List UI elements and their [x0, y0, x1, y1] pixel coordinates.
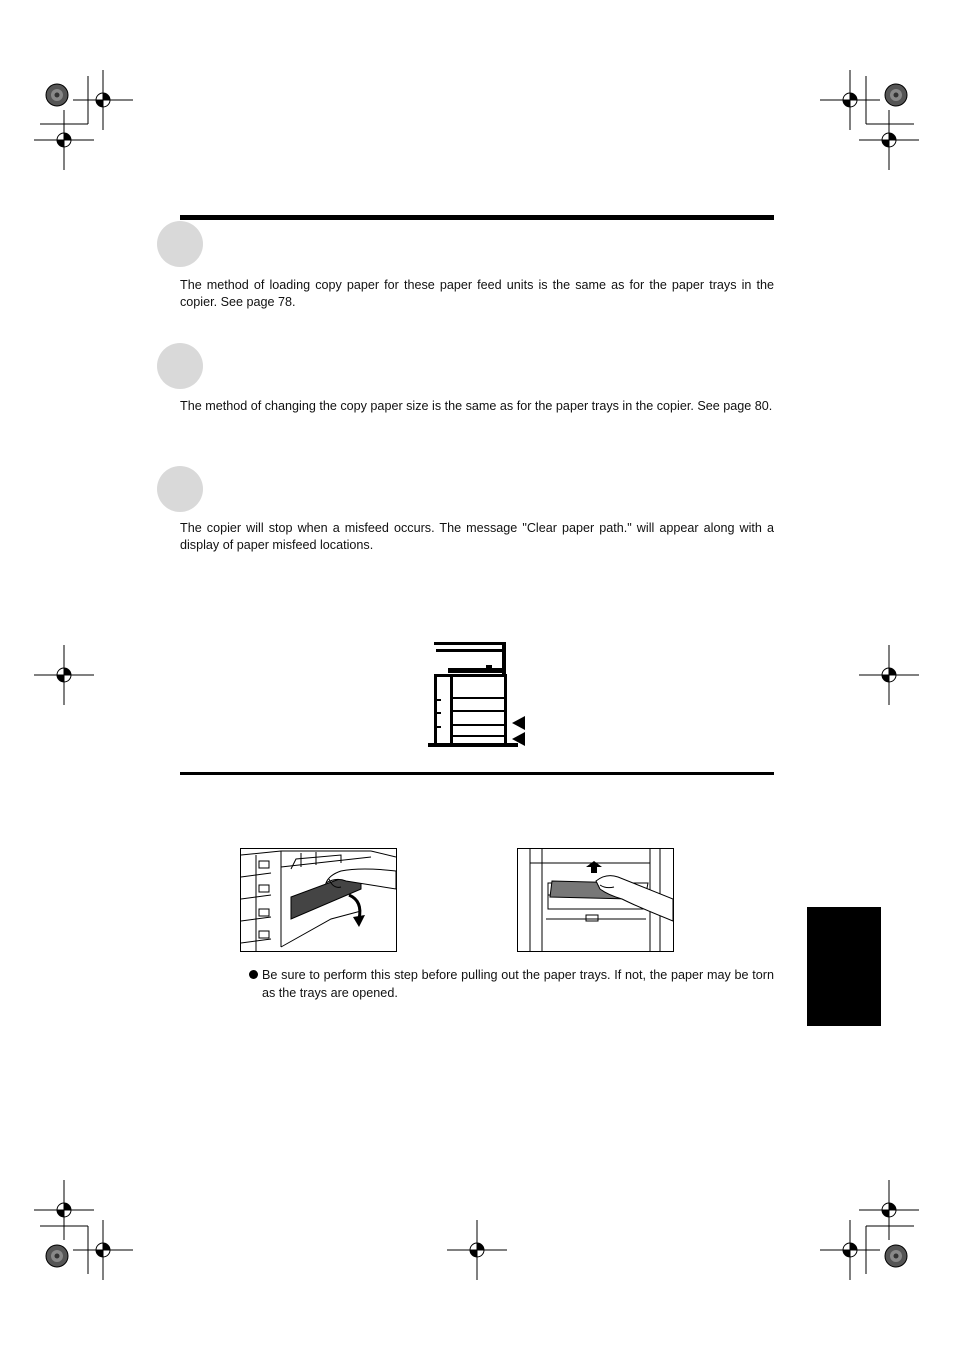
- crosshair-registration-icon: [859, 645, 919, 705]
- section-divider-rule: [180, 772, 774, 775]
- radial-target-icon: [885, 1245, 907, 1267]
- bullet-dot-icon: [249, 970, 258, 979]
- crosshair-registration-icon: [34, 1180, 94, 1240]
- loading-paper-paragraph: The method of loading copy paper for these paper feed units is the same as for the paper trays in the copier. See page 78.: [180, 278, 774, 309]
- section-top-rule: [180, 215, 774, 220]
- changing-size-paragraph: The method of changing the copy paper size is the same as for the paper trays in the copier. See page 80.: [180, 399, 773, 413]
- chapter-side-tab: [807, 907, 881, 1026]
- copier-misfeed-diagram: [424, 638, 534, 752]
- radial-target-icon: [885, 84, 907, 106]
- side-door-illustration: [240, 848, 397, 952]
- section-marker-circle: [157, 466, 203, 512]
- section-marker-circle: [157, 221, 203, 267]
- crosshair-registration-icon: [859, 110, 919, 170]
- radial-target-icon: [46, 1245, 68, 1267]
- crosshair-registration-icon: [447, 1220, 507, 1280]
- radial-target-icon: [46, 84, 68, 106]
- note-bullet: [249, 966, 774, 1002]
- crosshair-registration-icon: [73, 1220, 133, 1280]
- crosshair-registration-icon: [73, 70, 133, 130]
- crosshair-registration-icon: [859, 1180, 919, 1240]
- note-text: Be sure to perform this step before pulling out the paper trays. If not, the paper may be torn as the trays are opened.: [262, 968, 774, 1000]
- crosshair-registration-icon: [820, 70, 880, 130]
- remove-paper-illustration: [517, 848, 674, 952]
- crosshair-registration-icon: [34, 110, 94, 170]
- crosshair-registration-icon: [820, 1220, 880, 1280]
- left-triangle-icon: [512, 716, 525, 730]
- section-marker-circle: [157, 343, 203, 389]
- misfeed-paragraph: The copier will stop when a misfeed occurs. The message "Clear paper path." will appear along with a display of paper misfeed locations.: [180, 521, 774, 552]
- crosshair-registration-icon: [34, 645, 94, 705]
